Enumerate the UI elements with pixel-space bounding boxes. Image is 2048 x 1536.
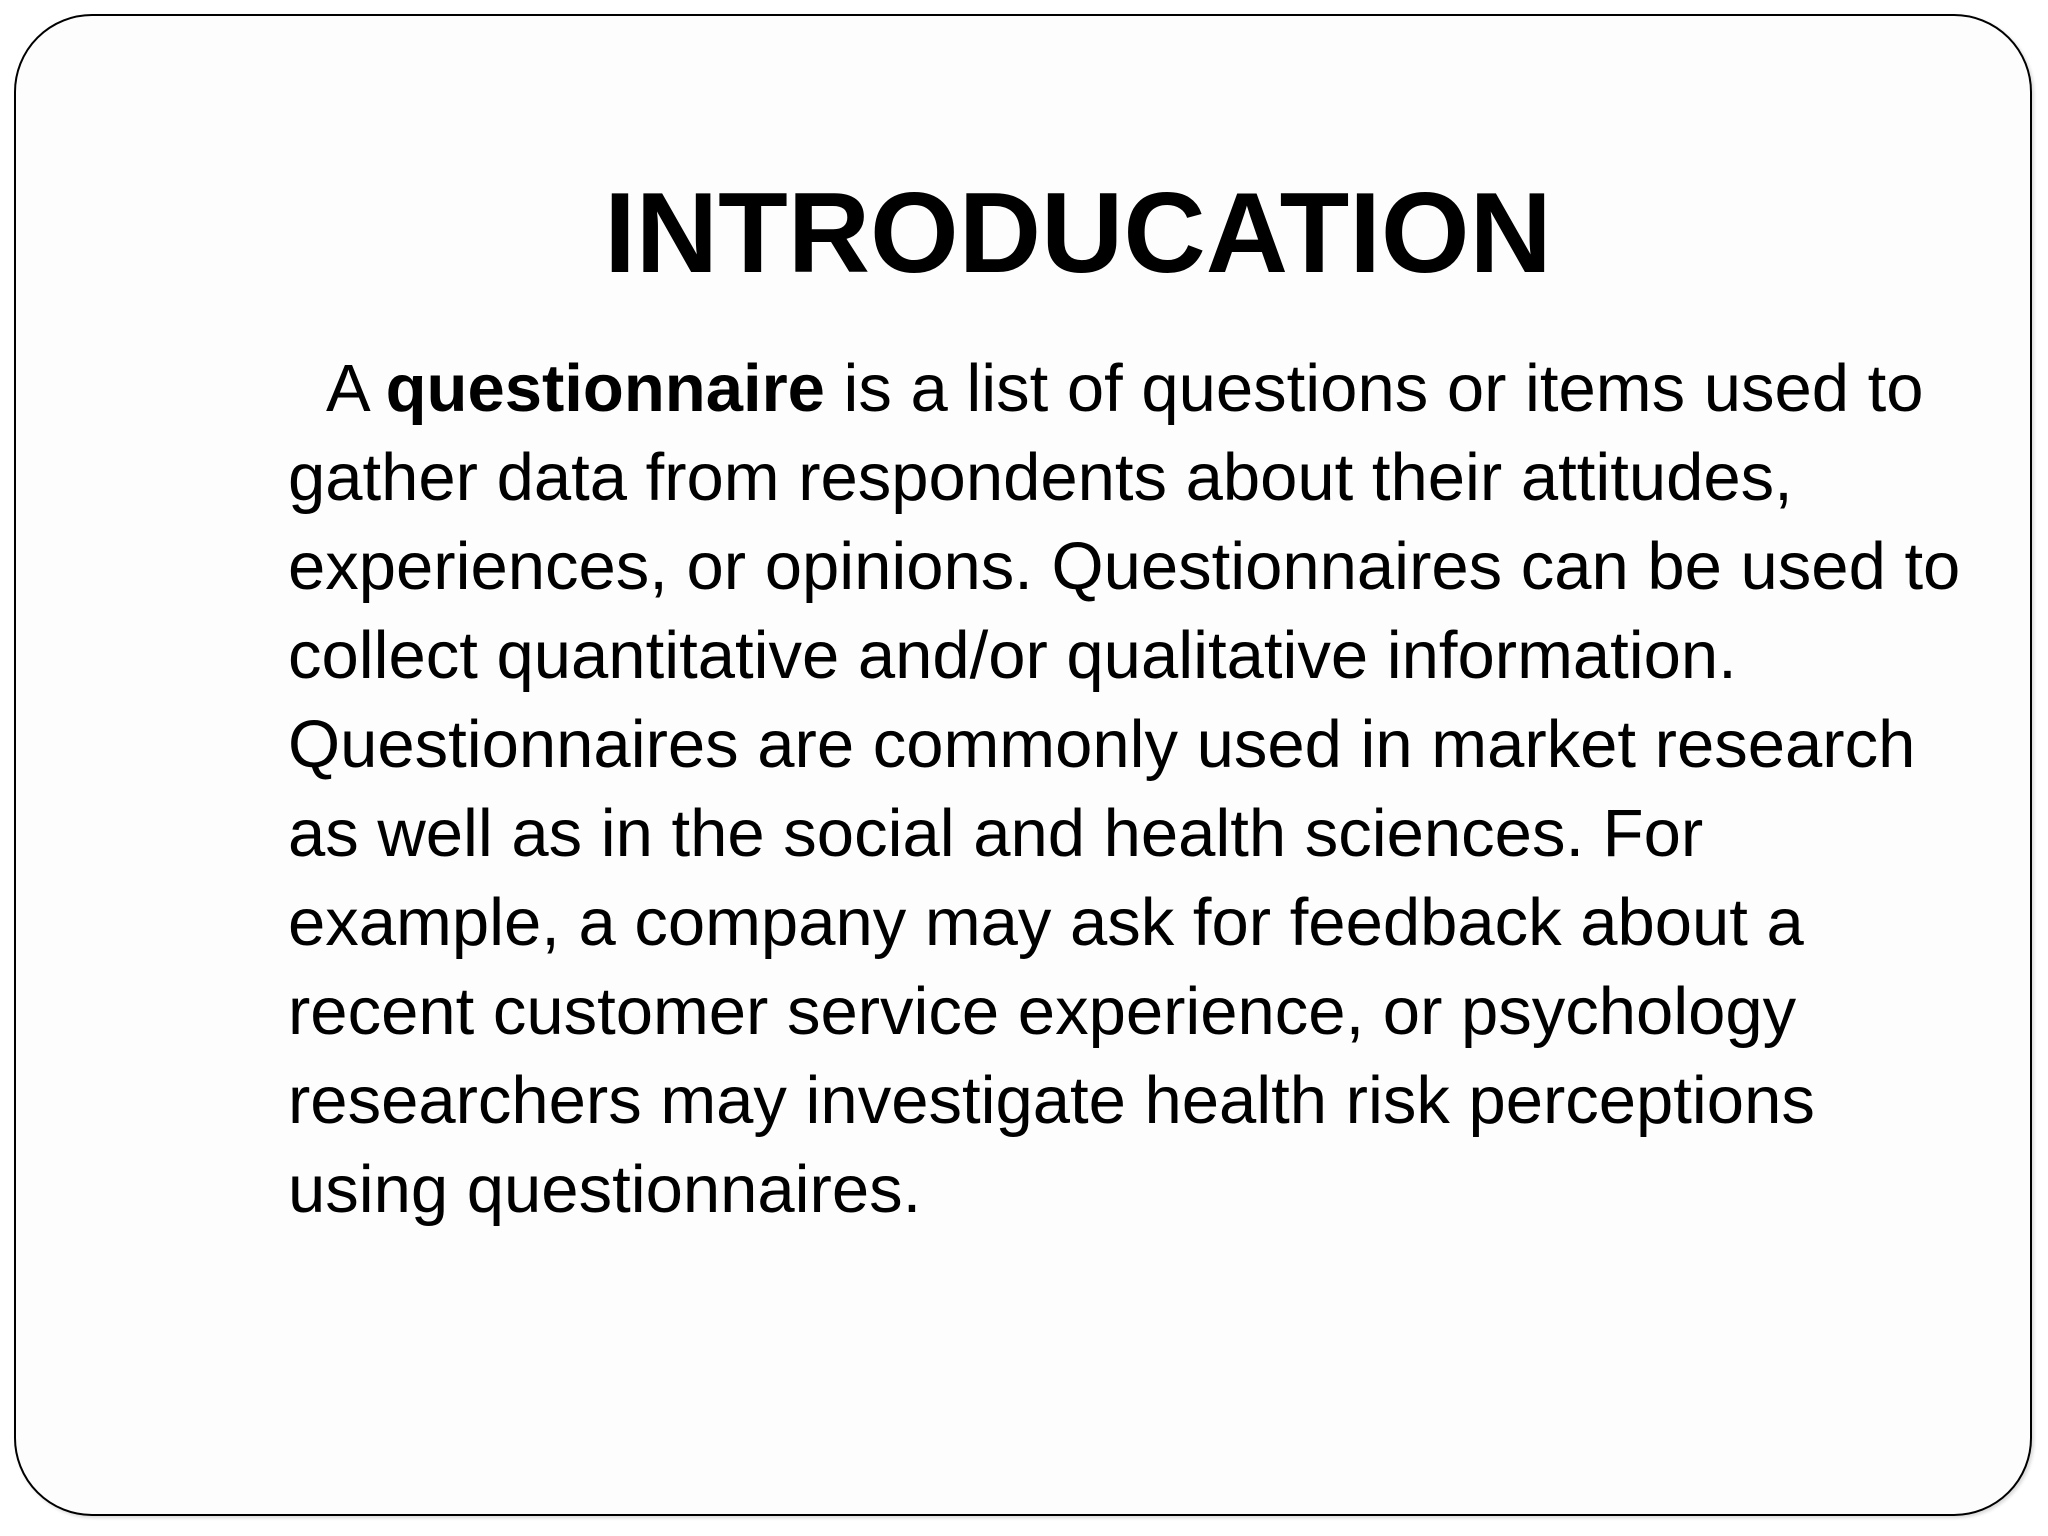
body-main-text: is a list of questions or items used to gather data from respondents about their attitudes, experiences, or opinions. Questionnaires can be used to collect quantitative and/or qualitative information. Questionnaires are commonly used in market research as well as in the social and health sciences. For example, a company may ask for feedback about a recent customer service experience, or psychology researchers may investigate health risk perceptions using questionnaires. — [288, 351, 1961, 1227]
slide-body-paragraph — [288, 344, 1968, 1234]
body-lead-text: A — [326, 351, 386, 426]
body-key-term: questionnaire — [385, 351, 825, 426]
slide-title: INTRODUCATION — [604, 170, 1552, 297]
